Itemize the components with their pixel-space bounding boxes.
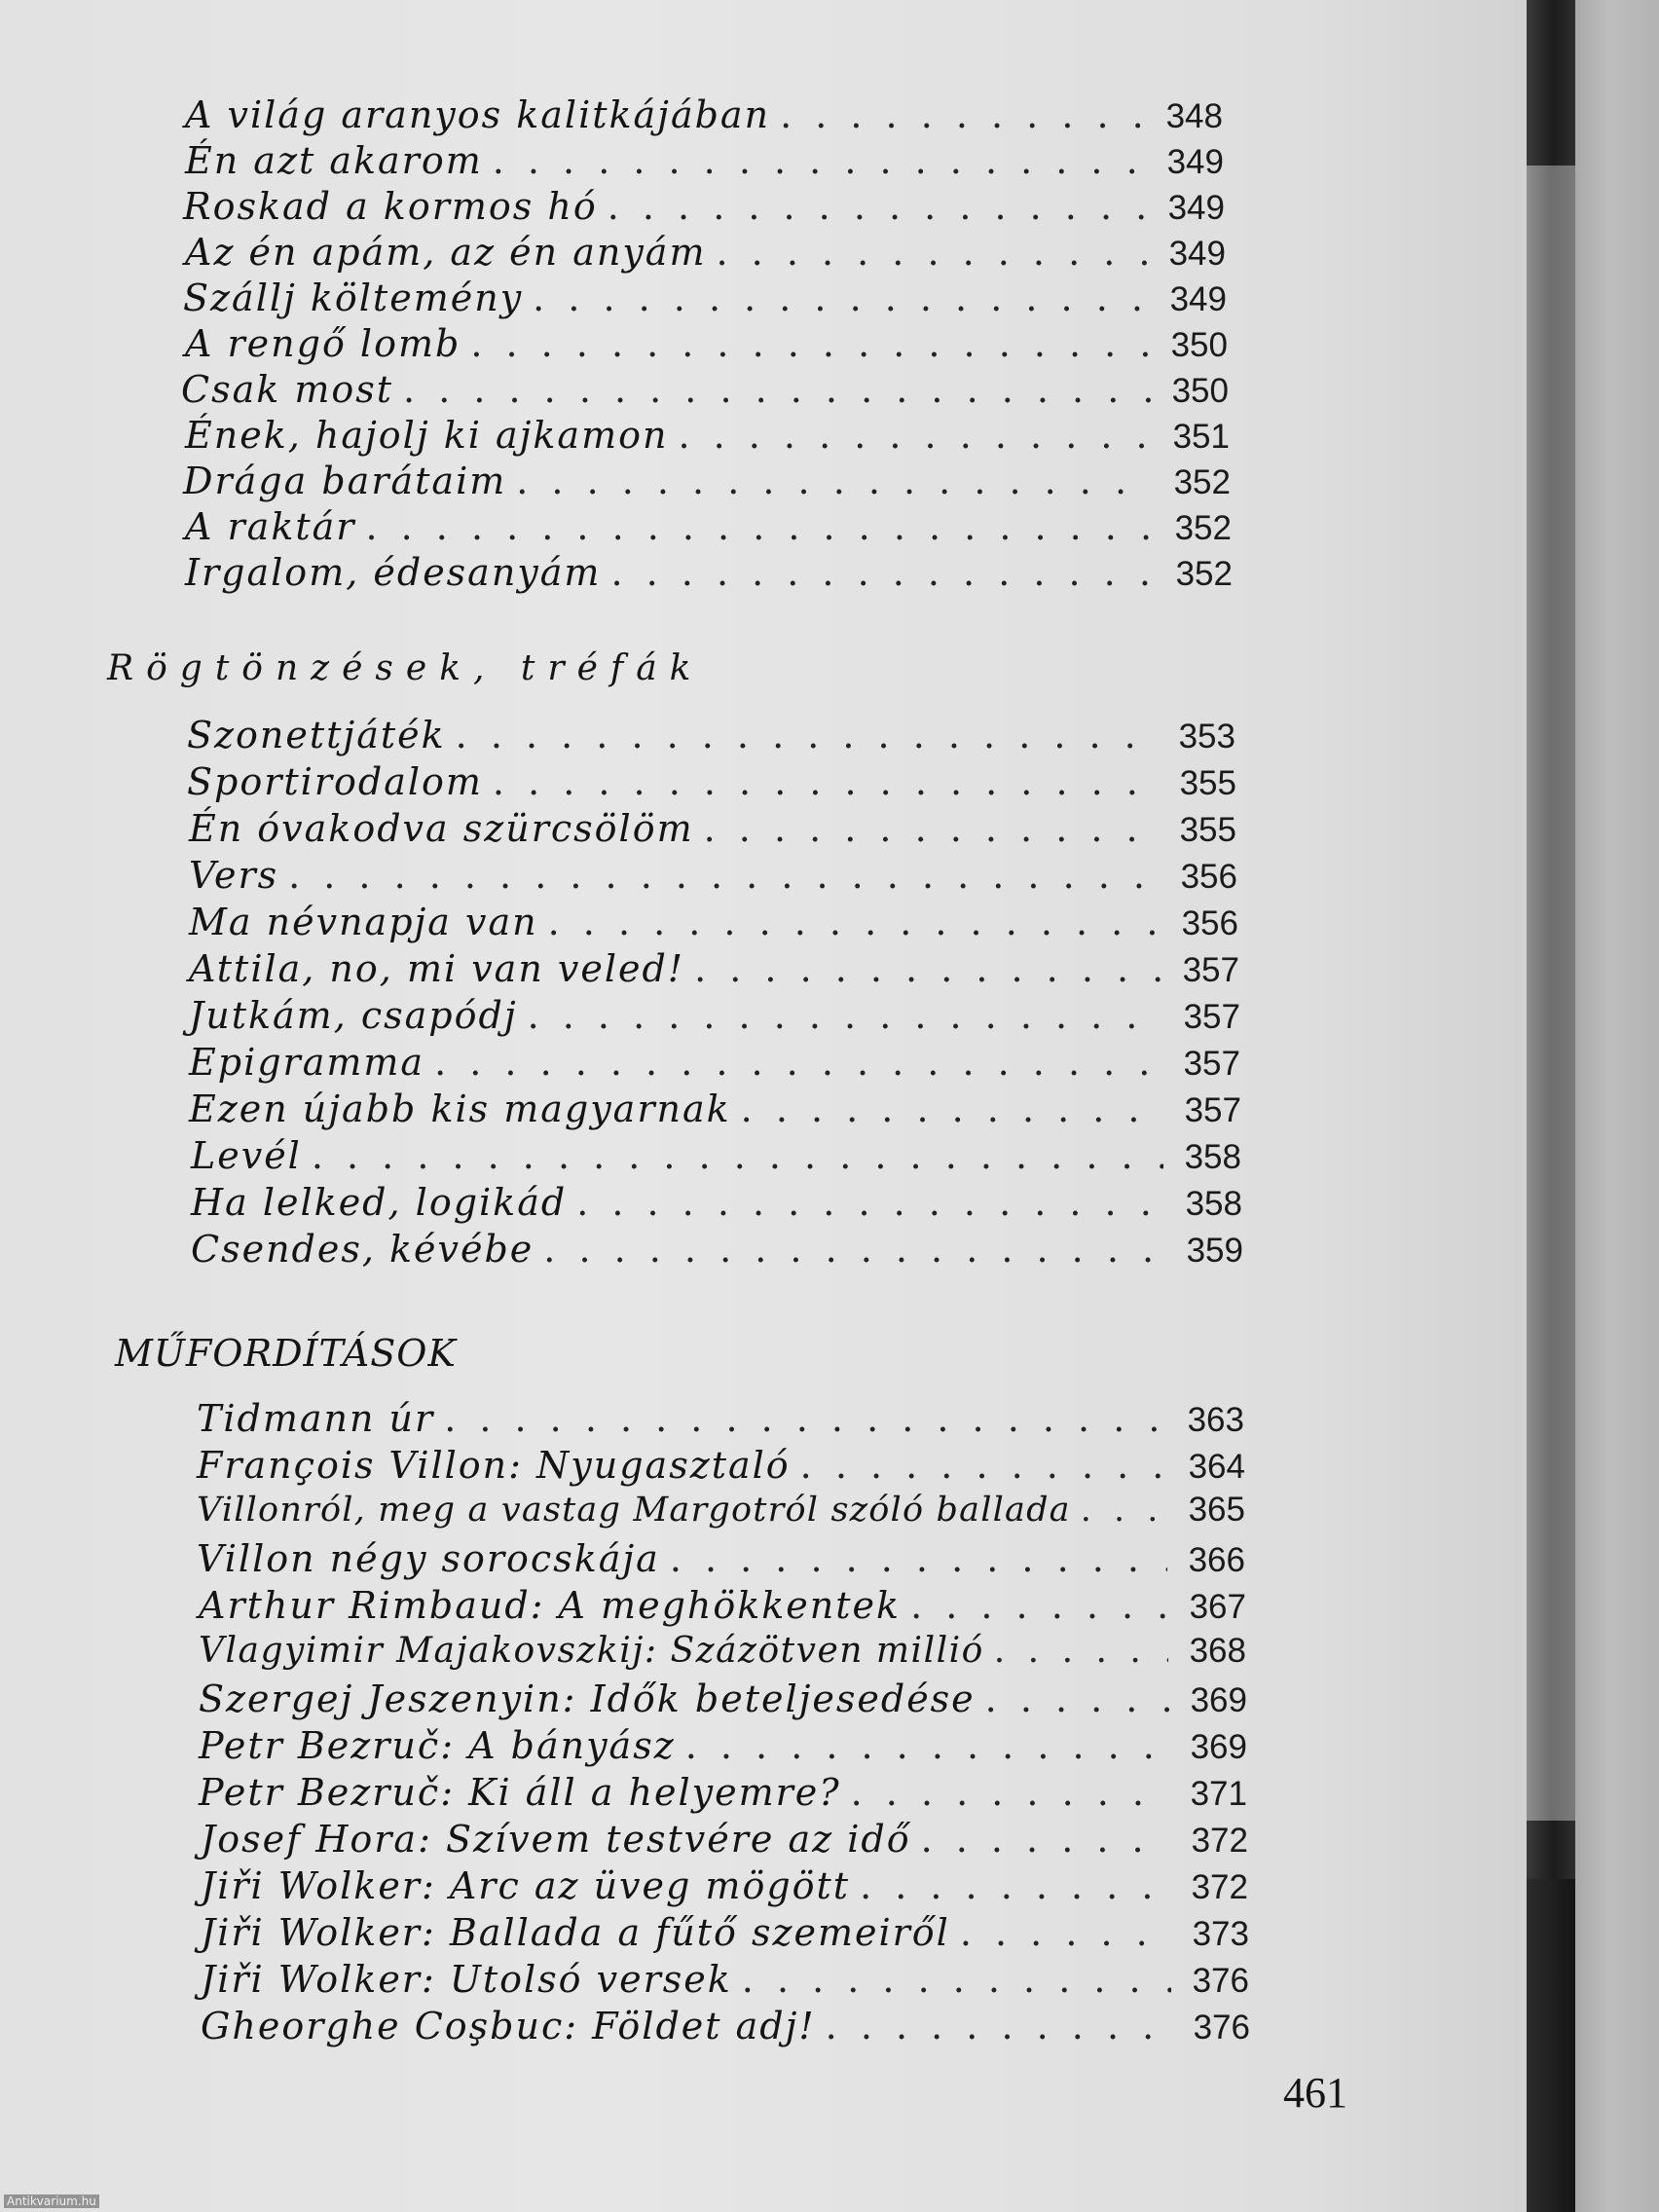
toc-entry <box>189 994 1240 1037</box>
leader-dots <box>528 994 1162 1037</box>
toc-entry <box>185 231 1226 274</box>
binding-band <box>1527 166 1575 1821</box>
entry-page: 369 <box>1190 1728 1247 1766</box>
binding-band-lower <box>1527 1879 1575 2212</box>
toc-entry <box>183 276 1227 319</box>
entry-page: 355 <box>1179 764 1236 802</box>
entry-page: 357 <box>1183 1045 1240 1083</box>
toc-entry <box>199 1631 1246 1671</box>
entry-page: 363 <box>1187 1401 1244 1439</box>
entry-page: 349 <box>1166 143 1224 181</box>
entry-title: Jiři Wolker: Utolsó versek <box>201 1958 732 2001</box>
entry-title: Vlagyimir Majakovszkij: Százötven millió <box>199 1631 984 1671</box>
leader-dots <box>960 1911 1171 1954</box>
entry-title: Csendes, kévébe <box>191 1228 535 1271</box>
entry-page: 372 <box>1191 1868 1248 1906</box>
entry-page: 358 <box>1185 1185 1242 1223</box>
leader-dots <box>921 1818 1170 1861</box>
leader-dots <box>288 854 1160 897</box>
toc-entry <box>181 368 1229 411</box>
entry-title: A raktár <box>185 505 356 548</box>
leader-dots <box>860 1864 1170 1907</box>
entry-page: 356 <box>1180 858 1237 896</box>
leader-dots <box>493 139 1146 182</box>
toc-entry <box>189 1041 1240 1084</box>
entry-title: Csak most <box>181 368 394 411</box>
entry-title: Gheorghe Coşbuc: Földet adj! <box>201 2005 816 2047</box>
toc-entry <box>185 93 1223 136</box>
toc-entry <box>189 854 1237 897</box>
entry-title: Epigramma <box>189 1041 425 1084</box>
leader-dots <box>685 1724 1169 1767</box>
leader-dots <box>312 1134 1163 1177</box>
leader-dots <box>456 714 1158 756</box>
entry-title: Ének, hajolj ki ajkamon <box>185 414 669 457</box>
toc-entry <box>199 1677 1247 1720</box>
entry-title: Josef Hora: Szívem testvére az idő <box>201 1818 911 1861</box>
toc-entry <box>191 1134 1241 1177</box>
toc-entry <box>187 760 1236 803</box>
toc-entry <box>185 551 1233 594</box>
entry-page: 357 <box>1184 1091 1241 1129</box>
entry-title: Ezen újabb kis magyarnak <box>189 1088 731 1130</box>
toc-entry <box>191 1228 1243 1271</box>
entry-title: Roskad a kormos hó <box>183 185 598 228</box>
toc-entry <box>197 1537 1245 1580</box>
toc-entry <box>189 947 1239 990</box>
leader-dots <box>365 505 1154 548</box>
entry-page: 357 <box>1183 998 1240 1036</box>
entry-title: Villon négy sorocskája <box>197 1537 660 1580</box>
entry-page: 353 <box>1178 718 1235 756</box>
leader-dots <box>994 1631 1168 1671</box>
entry-page: 376 <box>1192 1962 1249 2000</box>
entry-title: Az én apám, az én anyám <box>185 231 707 274</box>
leader-dots <box>742 1958 1171 2001</box>
leader-dots <box>780 93 1145 136</box>
watermark: Antikvarium.hu <box>4 2194 99 2208</box>
leader-dots <box>741 1088 1163 1130</box>
entry-page: 349 <box>1168 235 1226 273</box>
toc-entry <box>185 322 1228 365</box>
leader-dots <box>533 276 1149 319</box>
entry-page: 368 <box>1189 1632 1246 1670</box>
entry-title: Ma névnapja van <box>189 901 538 943</box>
page-number: 461 <box>1283 2069 1347 2117</box>
toc-entry <box>185 414 1230 457</box>
toc-entry <box>187 714 1235 756</box>
leader-dots <box>704 807 1159 850</box>
entry-page: 372 <box>1191 1822 1248 1860</box>
leader-dots <box>694 947 1161 990</box>
leader-dots <box>470 322 1150 365</box>
entry-title: Arthur Rimbaud: A meghökkentek <box>199 1584 902 1627</box>
entry-title: A rengő lomb <box>185 322 461 365</box>
entry-title: Szállj költemény <box>183 276 524 319</box>
toc-entry <box>199 1771 1247 1814</box>
leader-dots <box>910 1584 1168 1627</box>
leader-dots <box>985 1677 1169 1720</box>
book-back-cover <box>1575 0 1659 2212</box>
entry-page: 359 <box>1186 1232 1243 1270</box>
entry-page: 357 <box>1182 951 1239 989</box>
toc-entry <box>185 139 1224 182</box>
section-heading-rogtonzesek: Rögtönzések, tréfák <box>107 648 704 688</box>
entry-page: 376 <box>1193 2009 1250 2046</box>
entry-page: 366 <box>1188 1541 1245 1579</box>
toc-entry <box>201 1864 1248 1907</box>
entry-page: 351 <box>1172 418 1230 456</box>
entry-page: 364 <box>1188 1448 1245 1486</box>
leader-dots <box>678 414 1152 457</box>
toc-entry <box>201 1958 1249 2001</box>
toc-entry <box>197 1444 1245 1487</box>
entry-title: Szergej Jeszenyin: Idők beteljesedése <box>199 1677 976 1720</box>
entry-title: A világ aranyos kalitkájában <box>185 93 771 136</box>
entry-page: 367 <box>1189 1588 1246 1626</box>
toc-entry <box>183 460 1231 502</box>
entry-page: 349 <box>1169 280 1227 318</box>
leader-dots <box>576 1181 1164 1224</box>
leader-dots <box>403 368 1151 411</box>
toc-entry <box>185 505 1232 548</box>
leader-dots <box>610 551 1155 594</box>
toc-entry <box>197 1397 1244 1440</box>
entry-page: 365 <box>1188 1491 1245 1529</box>
entry-page: 352 <box>1174 509 1232 547</box>
leader-dots <box>516 460 1153 502</box>
entry-title: Jiři Wolker: Arc az üveg mögött <box>201 1864 851 1907</box>
leader-dots <box>543 1228 1165 1271</box>
entry-page: 356 <box>1181 904 1238 942</box>
leader-dots <box>493 760 1159 803</box>
entry-title: Vers <box>189 854 279 897</box>
entry-title: Tidmann úr <box>197 1397 435 1440</box>
leader-dots <box>717 231 1149 274</box>
leader-dots <box>826 2005 1172 2047</box>
entry-page: 373 <box>1192 1915 1249 1953</box>
leader-dots <box>444 1397 1166 1440</box>
entry-title: Jiři Wolker: Ballada a fűtő szemeiről <box>201 1911 950 1954</box>
leader-dots <box>851 1771 1169 1814</box>
entry-title: Én azt akarom <box>185 139 483 182</box>
entry-title: Villonról, meg a vastag Margotról szóló ballada <box>197 1491 1071 1530</box>
entry-title: Sportirodalom <box>187 760 483 803</box>
toc-entry <box>183 185 1225 228</box>
toc-entry <box>191 1181 1242 1224</box>
entry-page: 352 <box>1175 555 1233 593</box>
toc-entry <box>189 807 1236 850</box>
leader-dots <box>548 901 1161 943</box>
entry-title: François Villon: Nyugasztaló <box>197 1444 791 1487</box>
entry-title: Attila, no, mi van veled! <box>189 947 685 990</box>
leader-dots <box>1081 1491 1167 1530</box>
entry-page: 358 <box>1184 1138 1241 1176</box>
section-heading-muforditasok: MŰFORDÍTÁSOK <box>115 1332 457 1375</box>
leader-dots <box>670 1537 1167 1580</box>
entry-page: 350 <box>1171 372 1229 410</box>
entry-page: 371 <box>1190 1775 1247 1813</box>
book-binding <box>1527 0 1575 2212</box>
entry-title: Jutkám, csapódj <box>189 994 518 1037</box>
toc-entry <box>197 1491 1245 1530</box>
entry-title: Drága barátaim <box>183 460 507 502</box>
toc-entry <box>199 1584 1246 1627</box>
entry-title: Levél <box>191 1134 302 1177</box>
leader-dots <box>608 185 1147 228</box>
entry-page: 350 <box>1170 326 1228 364</box>
toc-entry <box>189 1088 1241 1130</box>
entry-page: 348 <box>1165 97 1223 135</box>
toc-entry <box>201 2005 1250 2047</box>
entry-title: Petr Bezruč: A bányász <box>199 1724 676 1767</box>
leader-dots <box>434 1041 1162 1084</box>
toc-entry <box>189 901 1238 943</box>
toc-entry <box>199 1724 1247 1767</box>
entry-title: Ha lelked, logikád <box>191 1181 568 1224</box>
entry-page: 369 <box>1190 1681 1247 1719</box>
toc-entry <box>201 1818 1248 1861</box>
entry-title: Petr Bezruč: Ki áll a helyemre? <box>199 1771 841 1814</box>
entry-page: 355 <box>1179 811 1236 849</box>
toc-entry <box>201 1911 1249 1954</box>
leader-dots <box>800 1444 1167 1487</box>
entry-page: 352 <box>1173 463 1231 501</box>
entry-title: Szonettjáték <box>187 714 446 756</box>
entry-page: 349 <box>1167 189 1225 227</box>
entry-title: Irgalom, édesanyám <box>185 551 602 594</box>
entry-title: Én óvakodva szürcsölöm <box>189 807 694 850</box>
